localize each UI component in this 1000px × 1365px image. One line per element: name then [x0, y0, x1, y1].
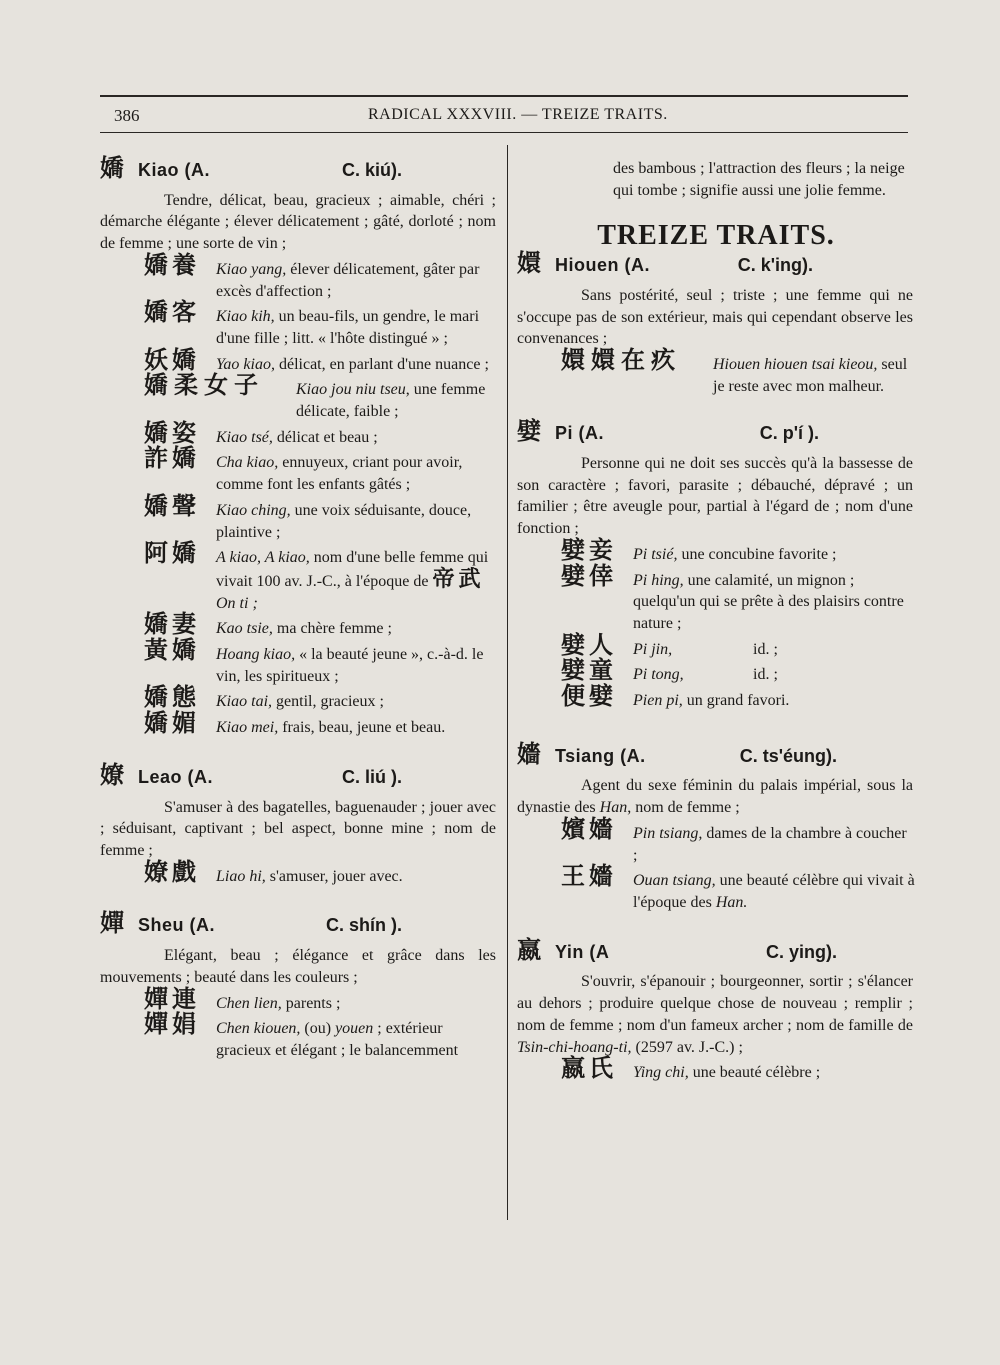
compound	[100, 857, 498, 888]
compound-gloss: une calamité, un mignon ; quelqu'un qui se prête à des plaisirs contre nature ;	[633, 571, 904, 632]
definition: Personne qui ne doit ses succès qu'à la bassesse de son caractère ; favori, parasite ; débauché, dépravé ; un familier ; être aveugle pour, partial à l'égard de ; nom d'une fonction ;	[517, 455, 913, 538]
head-cantonese: C. k'ing).	[737, 255, 813, 276]
column-divider	[507, 145, 508, 1220]
compound	[100, 250, 498, 302]
compound-gloss: dames de la chambre à coucher ;	[633, 824, 907, 864]
compound	[100, 491, 498, 543]
compound-romanization: Liao hi,	[216, 867, 266, 885]
compound-gloss: id. ;	[753, 666, 778, 684]
head-romanization: Kiao (A.	[138, 160, 211, 180]
compound-romanization: Chen kiouen,	[216, 1020, 301, 1038]
compound-characters: 嬌妻	[144, 610, 200, 639]
compound-romanization: A kiao, A kiao,	[216, 549, 310, 567]
compound-gloss: ma chère femme ;	[272, 620, 392, 638]
compound-gloss: seul je reste avec mon malheur.	[713, 355, 908, 395]
compound-romanization: Hiouen hiouen tsai kieou,	[713, 355, 878, 373]
compound	[100, 371, 498, 422]
compound-romanization: Cha kiao,	[216, 454, 279, 472]
compound-romanization: Pi tsié,	[633, 545, 678, 563]
head-character: 嬌	[100, 154, 124, 182]
compound-romanization: Pin tsiang,	[633, 824, 703, 842]
compound-romanization: Ouan tsiang,	[633, 872, 716, 890]
head-character: 嬙	[517, 739, 541, 768]
left-column	[100, 154, 498, 1062]
compound-characters: 嬖人	[561, 630, 617, 659]
compound-gloss: une voix séduisante, douce, plaintive ;	[216, 501, 472, 541]
entry-kiao	[100, 154, 498, 739]
compound	[517, 682, 915, 712]
top-rule	[100, 95, 908, 97]
compound-gloss: s'amuser, jouer avec.	[265, 867, 403, 885]
compound	[100, 298, 498, 349]
compound-characters: 阿嬌	[144, 539, 200, 568]
definition	[517, 971, 913, 1058]
head-cantonese: C. kiú).	[341, 160, 402, 180]
compound-characters: 嬌柔女子	[144, 371, 264, 400]
definition: Tendre, délicat, beau, gracieux ; aimable, chéri ; démarche élégante ; élever délicatement ; gâté, dorloté ; nom de femme ; une sorte de vin ;	[100, 191, 496, 253]
compound-romanization: Kiao tai,	[216, 693, 273, 711]
inline-characters: 帝武	[432, 566, 485, 592]
entry-head	[517, 417, 915, 446]
compound-romanization: Kiao kih,	[216, 308, 275, 326]
entry-head	[100, 760, 498, 789]
head-romanization: Hiouen (A.	[555, 255, 650, 276]
compound	[100, 444, 498, 495]
head-character: 嬋	[100, 909, 124, 938]
definition-tail: , nom de femme ;	[627, 799, 740, 817]
entry-sheu	[100, 909, 498, 1061]
compound-characters: 嬌姿	[144, 418, 200, 447]
compound-gloss: gentil, gracieux ;	[272, 693, 384, 711]
definition-tail: (2597 av. J.-C.) ;	[631, 1038, 743, 1056]
header-rule	[100, 132, 908, 133]
head-cantonese: C. liú ).	[342, 766, 402, 787]
definition	[517, 775, 913, 818]
compound-gloss: un grand favori.	[682, 692, 790, 710]
compound-characters: 嬌態	[144, 683, 200, 712]
compound-characters: 嬋娟	[144, 1010, 200, 1039]
compound-romanization: Kiao ching,	[216, 501, 291, 519]
entry-tsiang	[517, 739, 915, 914]
compound-gloss: nom d'une belle femme qui vivait 100 av. J.-C., à l'époque de	[216, 549, 489, 590]
compound-characters: 嬛嬛在疚	[561, 345, 681, 374]
compound	[100, 539, 498, 614]
compound-gloss: une beauté célèbre qui vivait à l'époque des	[633, 872, 915, 911]
right-column	[517, 158, 915, 1084]
compound-characters: 嬴氏	[561, 1054, 617, 1083]
compound-gloss: délicat, en parlant d'une nuance ;	[274, 355, 489, 373]
compound-characters: 妖嬌	[144, 345, 200, 374]
compound-romanization: Kao tsie,	[216, 620, 273, 638]
compound-romanization: Kiao jou niu tseu	[296, 381, 406, 399]
definition: Sans postérité, seul ; triste ; une femme qui ne s'occupe pas de son extérieur, mais qui cependant observe les convenances ;	[517, 286, 913, 348]
compound-gloss: élever délicatement, gâter par excès d'affection ;	[216, 260, 480, 300]
compound-gloss: parents ;	[281, 994, 341, 1012]
compound-gloss: id. ;	[753, 640, 778, 658]
head-cantonese: C. ts'éung).	[739, 745, 837, 766]
head-romanization: Pi (A.	[555, 423, 605, 444]
definition-italic: Tsin-chi-hoang-ti,	[517, 1038, 632, 1056]
head-cantonese: C. ying).	[766, 941, 837, 962]
compound-romanization: Kiao yang,	[216, 260, 287, 278]
page-number: 386	[114, 106, 140, 125]
definition-text: S'ouvrir, s'épanouir ; bourgeonner, sortir ; s'élancer au dehors ; produire quelque chose de nouveau ; remplir ; nom de femme ; nom d'un fameux archer ; nom de famille de	[517, 973, 913, 1034]
compound-characters: 黃嬌	[144, 636, 200, 665]
compound	[517, 862, 915, 913]
compound-characters: 嬖童	[561, 656, 617, 685]
compound-characters: 嬌聲	[144, 491, 200, 520]
entry-hiouen	[517, 249, 915, 397]
entry-yin	[517, 935, 915, 1084]
compound-gloss: (ou)	[300, 1020, 336, 1038]
compound-tail-italic: Han.	[715, 893, 748, 911]
head-romanization: Tsiang (A.	[555, 745, 646, 766]
compound-gloss-tail: ; extérieur gracieux et élégant ; le balancemment	[216, 1020, 459, 1059]
compound-gloss: « la beauté jeune », c.-à-d. le vin, les spiritueux ;	[216, 646, 484, 685]
compound-romanization: Ying chi,	[633, 1064, 689, 1082]
head-romanization: Sheu (A.	[138, 915, 216, 936]
compound-characters: 嬋連	[144, 984, 200, 1013]
compound-romanization: Kiao mei,	[216, 719, 279, 737]
compound-romanization-alt: youen	[335, 1020, 374, 1038]
compound-characters: 嫽戲	[144, 857, 200, 886]
compound-characters: 王嬙	[561, 862, 617, 891]
entry-leao	[100, 760, 498, 888]
head-romanization: Leao (A.	[138, 766, 214, 787]
compound-romanization: Pien pi,	[633, 692, 683, 710]
compound	[100, 1010, 498, 1061]
head-character: 嬛	[517, 249, 541, 278]
compound-characters: 嬌養	[144, 250, 200, 279]
compound-characters: 嬪嬙	[561, 814, 617, 843]
entry-head	[100, 154, 498, 182]
compound	[100, 709, 498, 739]
compound-gloss: délicat et beau ;	[272, 428, 378, 446]
compound	[517, 1054, 915, 1084]
compound-romanization: Yao kiao,	[216, 355, 275, 373]
head-cantonese: C. p'í ).	[759, 423, 819, 444]
definition: Elégant, beau ; élégance et grâce dans les mouvements ; beauté dans les couleurs ;	[100, 947, 496, 986]
compound	[517, 814, 915, 866]
compound-characters: 嬌媚	[144, 709, 200, 738]
compound-romanization: Kiao tsé,	[216, 428, 273, 446]
entry-head	[100, 909, 498, 938]
definition-italic: Han	[599, 799, 628, 817]
compound-gloss: une beauté célèbre ;	[688, 1064, 821, 1082]
head-character: 嬖	[517, 417, 541, 446]
compound-gloss: un beau-fils, un gendre, le mari d'une fille ; litt. « l'hôte distingué » ;	[216, 308, 480, 347]
compound-gloss: une concubine favorite ;	[677, 545, 837, 563]
compound-gloss: ennuyeux, criant pour avoir, comme font les enfants gâtés ;	[216, 454, 463, 494]
compound-characters: 便嬖	[561, 682, 617, 711]
compound-characters: 嬖妾	[561, 535, 617, 564]
head-character: 嫽	[100, 760, 124, 789]
compound-gloss: frais, beau, jeune et beau.	[278, 719, 446, 737]
compound-romanization: Pi tong,	[633, 666, 684, 684]
entry-head	[517, 739, 915, 768]
definition: S'amuser à des bagatelles, baguenauder ; jouer avec ; séduisant, captivant ; bel aspect, bonne mine ; nom de femme ;	[100, 798, 496, 859]
compound	[517, 561, 915, 635]
compound-romanization: Chen lien,	[216, 994, 282, 1012]
compound-gloss: , une femme délicate, faible ;	[296, 381, 486, 421]
continued-text: des bambous ; l'attraction des fleurs ; la neige qui tombe ; signifie aussi une jolie femme.	[613, 160, 905, 199]
head-romanization: Yin (A	[555, 941, 610, 962]
section-title: TREIZE TRAITS.	[597, 220, 835, 252]
entry-head	[517, 935, 915, 964]
compound-characters: 詐嬌	[144, 444, 200, 473]
compound	[517, 345, 915, 397]
head-character: 嬴	[517, 935, 541, 964]
entry-pi	[517, 417, 915, 711]
compound	[100, 636, 498, 687]
definition-text: Agent du sexe féminin du palais impérial, sous la dynastie des	[517, 777, 913, 817]
compound-romanization: Pi jin,	[633, 640, 673, 658]
inline-romanization: On ti ;	[216, 594, 258, 612]
head-cantonese: C. shín ).	[326, 915, 402, 936]
compound-characters: 嬌客	[144, 298, 200, 327]
compound-romanization: Pi hing,	[633, 571, 684, 589]
compound-characters: 嬖倖	[561, 561, 617, 590]
compound-romanization: Hoang kiao,	[216, 646, 296, 664]
running-title: RADICAL XXXVIII. — TREIZE TRAITS.	[368, 106, 668, 123]
entry-head	[517, 249, 915, 278]
